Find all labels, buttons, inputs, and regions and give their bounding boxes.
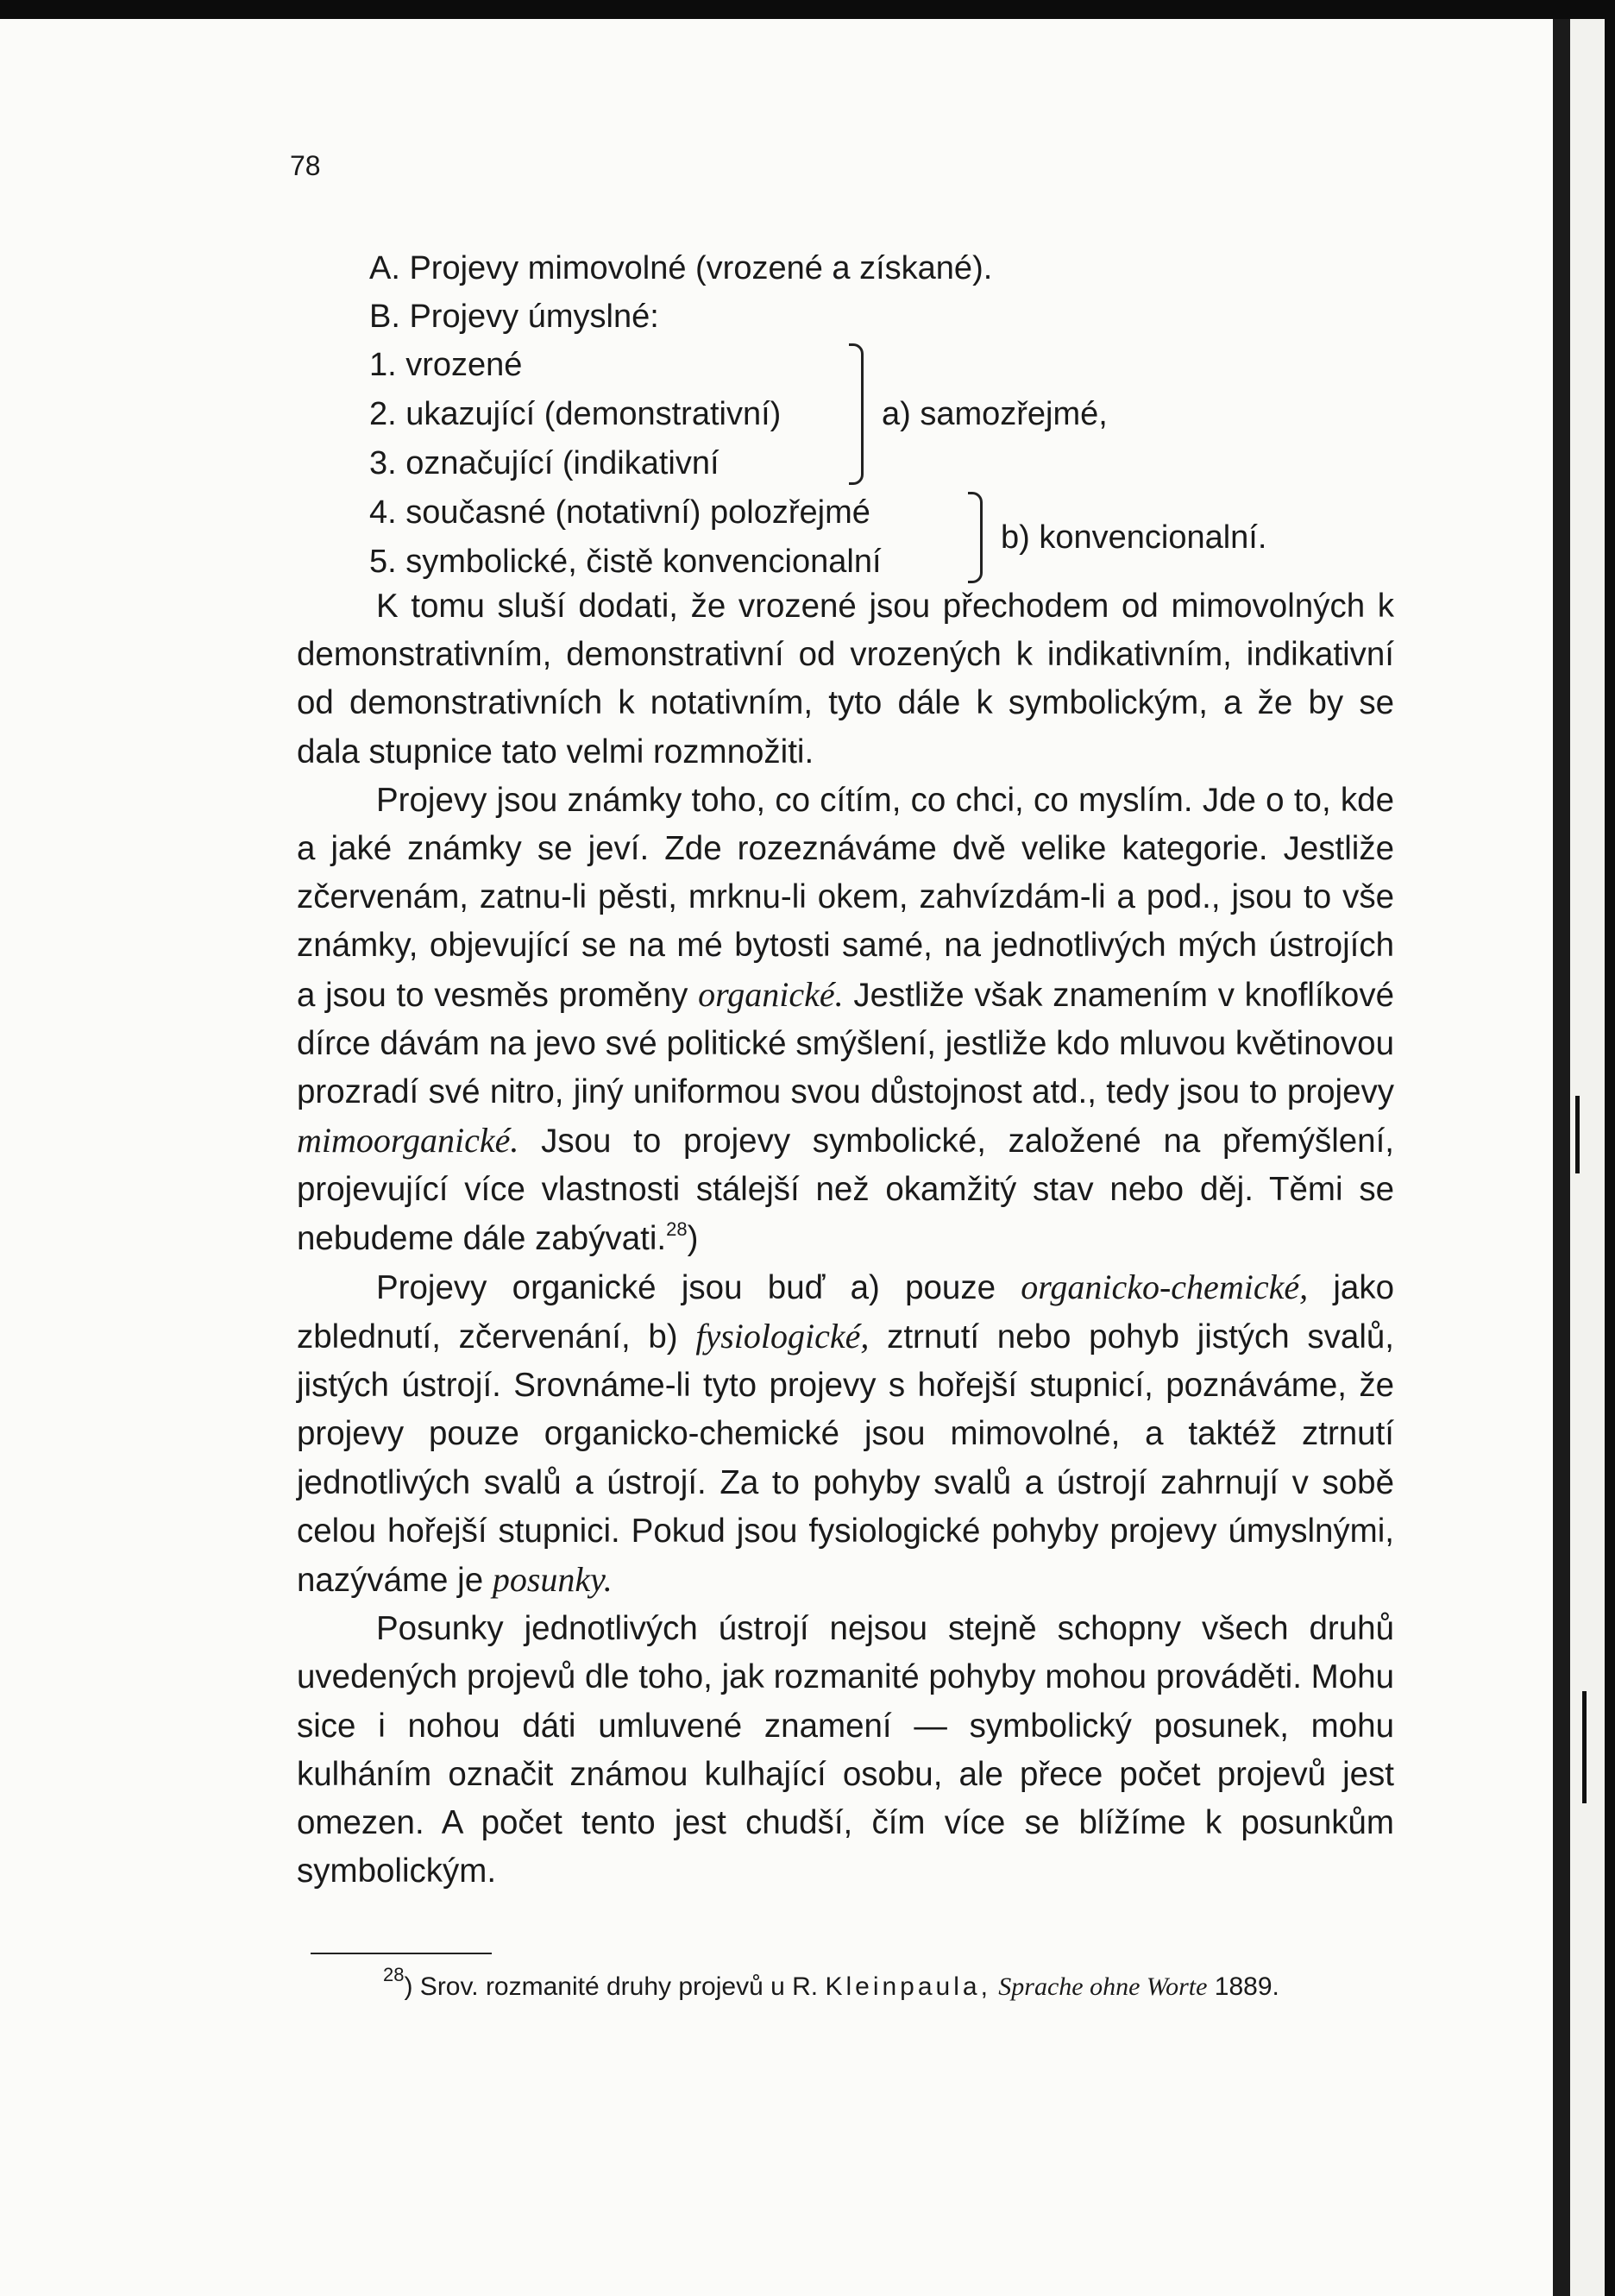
paragraph: K tomu sluší dodati, že vrozené jsou přechodem od mimovolných k demonstrativním, demonstrativní od vrozených k indikativním, indikativní od demonstrativních k notativním, tyto dále k symbolickým, a že by se dala stupnice tato velmi rozmnožiti.: [297, 588, 1394, 771]
footnote-year: 1889.: [1214, 1972, 1279, 2001]
footnote-author: Kleinpaula,: [825, 1972, 991, 2001]
footnote-mark: 28: [383, 1964, 405, 1985]
page-edge-shadow: [1553, 19, 1570, 2296]
brace-group-a: [849, 343, 864, 485]
text-run: Jsou to projevy symbolické, založené na přemýšlení, projevující více vlastnosti stálejší než okamžitý stav nebo děj. Těmi se nebudeme dále zabývati.: [297, 1123, 1394, 1257]
edge-mark: [1575, 1096, 1580, 1173]
classification-line-a: A. Projevy mimovolné (vrozené a získané).: [369, 250, 993, 286]
text-run: Projevy organické jsou buď a) pouze: [376, 1268, 996, 1306]
emphasis: organicko-chemické,: [1021, 1267, 1309, 1306]
classification-item: 4. současné (notativní) polozřejmé: [369, 494, 870, 531]
emphasis: mimoorganické.: [297, 1121, 519, 1161]
classification-item: 3. označující (indikativní: [369, 445, 720, 481]
classification-item: 2. ukazující (demonstrativní): [369, 396, 782, 432]
classification-item: 5. symbolické, čistě konvencionalní: [369, 544, 882, 580]
paragraph: Projevy jsou známky toho, co cítím, co chci, co myslím. Jde o to, kde a jaké známky se jeví. Zde rozeznáváme dvě velike kategorie. Jestliže zčervenám, zatnu-li pěsti, mrknu-li okem, zahvízdám-li a pod., jsou to vše známky, objevující se na mé bytosti samé, na jednotlivých mých ústrojích a jsou to vesměs proměny organické. Jestliže však znamením v knoflíkové dírce dávám na jevo své politické smýšlení, jestliže kdo mluvou květinovou prozradí své nitro, jiný uniformou svou důstojnost atd., tedy jsou to projevy mimoorganické. Jsou to projevy symbolické, založené na přemýšlení, projevující více vlastnosti stálejší než okamžitý stav nebo děj. Těmi se nebudeme dále zabývati.$^{28}$): [297, 781, 1395, 1257]
emphasis: organické.: [698, 974, 844, 1014]
footnote: [297, 1964, 1394, 2003]
footnote-text: ) Srov. rozmanité druhy projevů u R.: [404, 1972, 819, 2001]
paragraph: [297, 1263, 1394, 1605]
paragraph: Posunky jednotlivých ústrojí nejsou stejně schopny všech druhů uvedených projevů dle toho, jak rozmanité pohyby mohou prováděti. Mohu sice i nohou dáti umluvené znamení — symbolický posunek, mohu kulháním označit známou kulhající osobu, ale přece počet projevů jest omezen. A počet tento jest chudší, čím více se blížíme k posunkům symbolickým.: [297, 1610, 1394, 1890]
edge-mark: [1582, 1691, 1587, 1803]
emphasis: fysiologické,: [695, 1317, 870, 1356]
text-run: jako zblednutí, zčervenání, b): [297, 1268, 1395, 1356]
group-b-label: b) konvencionalní.: [1001, 519, 1267, 556]
text-run: Jestliže však znamením v knoflíkové dírce dávám na jevo své politické smýšlení, jestliže kdo mluvou květinovou prozradí své nitro, jiný uniformou svou důstojnost atd., tedy jsou to projevy: [297, 976, 1395, 1111]
footnote-rule: [311, 1953, 492, 1954]
text-run: ztrnutí nebo pohyb jistých svalů, jistých ústrojí. Srovnáme-li tyto projevy s hořejší stupnicí, poznáváme, že projevy pouze organicko-chemické jsou mimovolné, a taktéž ztrnutí jednotlivých svalů a ústrojí. Za to pohyby svalů a ústrojí zahrnují v sobě celou hořejší stupnici. Pokud jsou fysiologické pohyby projevy úmyslnými, nazýváme je: [297, 1318, 1395, 1600]
classification-line-b: B. Projevy úmyslné:: [369, 299, 659, 335]
brace-group-b: [968, 492, 983, 583]
footnote-title: Sprache ohne Worte: [998, 1972, 1208, 2001]
body-text: [297, 582, 1394, 1896]
classification-item: 1. vrozené: [369, 347, 523, 383]
group-a-label: a) samozřejmé,: [882, 396, 1108, 432]
page-number: 78: [290, 150, 321, 181]
footnote-ref: 28: [666, 1217, 688, 1240]
text-run: Projevy jsou známky toho, co cítím, co chci, co myslím. Jde o to, kde a jaké známky se jeví. Zde rozeznáváme dvě velike kategorie. Jestliže zčervenám, zatnu-li pěsti, mrknu-li okem, zahvízdám-li a pod., jsou to vše známky, objevující se na mé bytosti samé, na jednotlivých mých ústrojích a jsou to vesměs proměny: [297, 781, 1394, 1014]
emphasis: posunky.: [492, 1560, 613, 1600]
